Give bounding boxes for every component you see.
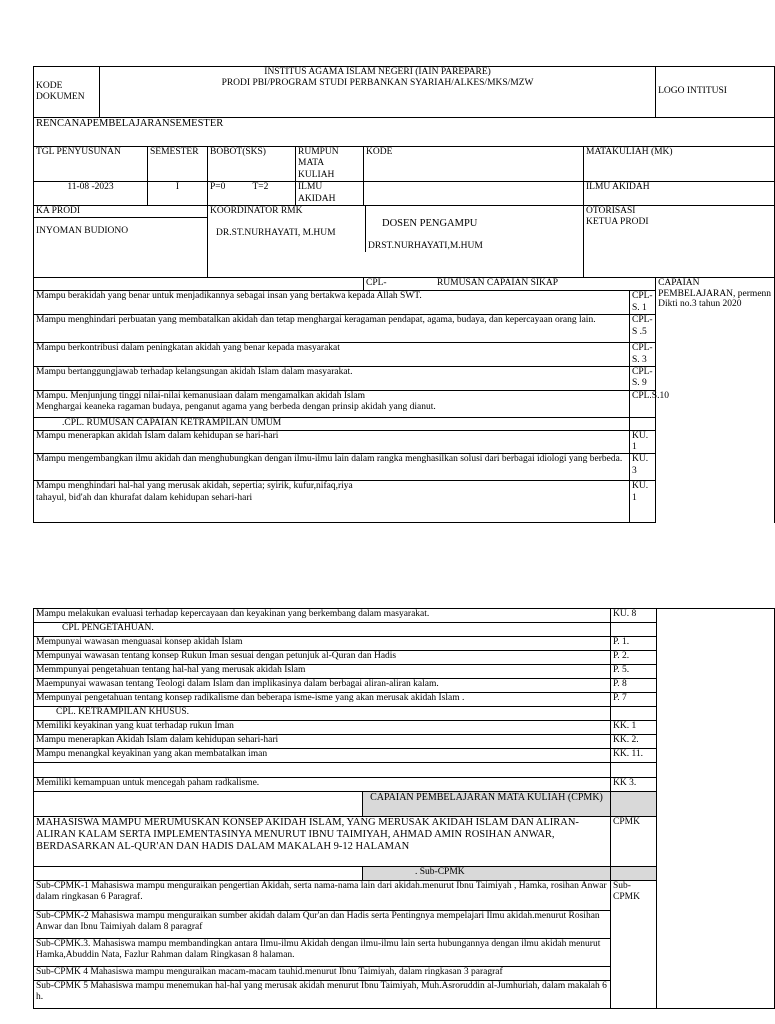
sikap-code: CPL.S.10: [630, 390, 656, 417]
koordinator-name: DR.ST.NURHAYATI, M.HUM: [216, 228, 336, 239]
ku-code: KU. 1: [630, 430, 656, 454]
p-code: P. 7: [611, 693, 657, 707]
ku-code: KU. 8: [611, 609, 657, 623]
kk-text: Memiliki kemampuan untuk mencegah paham radkalisme.: [34, 778, 611, 792]
kk-code: KK. 11.: [611, 749, 657, 763]
kk-text: Mampu menangkal keyakinan yang akan membatalkan iman: [34, 749, 611, 763]
course-labels-row: [34, 147, 775, 182]
ku-title: .CPL. RUMUSAN CAPAIAN KETRAMPILAN UMUM: [34, 417, 630, 430]
ketua-prodi-label: KETUA PRODI: [586, 217, 649, 228]
dosen-block: [366, 206, 583, 252]
p-code: P. 5.: [611, 665, 657, 679]
institution-line-1: INSTITUS AGAMA ISLAM NEGERI (IAIN PAREPARE): [264, 67, 491, 77]
koordinator-cell: [208, 205, 584, 277]
sikap-text: Mampu berakidah yang benar untuk menjadikannya sebagai insan yang bertakwa kepada Allah SWT.: [34, 291, 630, 315]
sikap-header: [364, 278, 630, 291]
rps-title: RENCANAPEMBELAJARANSEMESTER: [34, 118, 775, 147]
p-text: Maempunyai wawasan tentang Teologi dalam Islam dan implikasinya dalam berbagai aliran-aliran kalam.: [34, 679, 611, 693]
subcpmk-text: Sub-CPMK 4 Mahasiswa mampu menguraikan macam-macam tauhid.menurut Ibnu Taimiyah, dalam ringkasan 3 paragraf: [34, 967, 611, 981]
rps-title-row: [34, 118, 775, 147]
document-header-row: [34, 67, 775, 118]
cpmk-title: CAPAIAN PEMBELAJARAN MATA KULIAH (CPMK): [370, 792, 603, 803]
ku-text: Mampu menghindari hal-hal yang merusak akidah, sepertia; syirik, kufur,nifaq,riya tahayul, bid'ah dan khurafat dalam kehidupan sehari-hari: [34, 481, 630, 523]
bobot-p-value: P=0: [210, 182, 226, 193]
sikap-code: CPL-S. 1: [630, 291, 656, 315]
koordinator-label: KOORDINATOR RMK: [210, 205, 303, 216]
ku-code: KU. 3: [630, 454, 656, 481]
ka-prodi-cell: [34, 218, 208, 278]
p-code: P. 8: [611, 679, 657, 693]
matakuliah-label: MATAKULIAH (MK): [584, 147, 775, 182]
bobot-t-value: T=2: [252, 182, 269, 193]
sikap-title: RUMUSAN CAPAIAN SIKAP: [436, 278, 559, 289]
ka-prodi-label: KA PRODI: [34, 205, 208, 217]
rumpun-value: ILMU AKIDAH: [296, 182, 364, 206]
sikap-code: CPL-S. 3: [630, 343, 656, 367]
capaian-side-note: [656, 278, 775, 523]
institution-line-2: PRODI PBI/PROGRAM STUDI PERBANKAN SYARIAH/ALKES/MKS/MZW: [221, 78, 534, 89]
capaian-side-note-text: CAPAIAN PEMBELAJARAN, permenn Dikti no.3 tahun 2020: [658, 278, 772, 310]
rps-table-page1: [33, 66, 775, 523]
sikap-text: Mampu berkontribusi dalam peningkatan akidah yang benar kepada masyarakat: [34, 343, 630, 367]
ku-code: KU. 1: [630, 481, 656, 523]
dosen-name: DRST.NURHAYATI,M.HUM: [368, 240, 483, 251]
bobot-label: BOBOT(SKS): [208, 147, 296, 182]
ka-prodi-name: INYOMAN BUDIONO: [36, 226, 129, 237]
cpmk-row: [34, 817, 775, 867]
p-code: P. 1.: [611, 637, 657, 651]
kode-label: KODE: [364, 147, 584, 182]
cpl-prefix: CPL-: [366, 278, 387, 289]
kk-text: Memiliki keyakinan yang kuat terhadap rukun Iman: [34, 721, 611, 735]
subcpmk-text: Sub-CPMK-2 Mahasiswa mampu menguraikan sumber akidah dalam Qur'an dan Hadis serta Pentingnya mempelajari Ilmu akidah.menurut Rosihan Anwar dan Ibnu Taimiyah dalam 8 paragraf: [34, 911, 611, 939]
sikap-code: CPL-S .5: [630, 315, 656, 343]
otorisasi-labels-row: [34, 205, 775, 217]
otorisasi-cell: [584, 205, 775, 277]
sikap-header-row: [34, 278, 775, 291]
course-values-row: [34, 182, 775, 206]
dosen-label: DOSEN PENGAMPU: [382, 217, 478, 229]
semester-value: I: [148, 182, 208, 206]
p-text: Mempunyai wawasan menguasai konsep akidah Islam: [34, 637, 611, 651]
kode-value: [364, 182, 584, 206]
p-title: CPL PENGETAHUAN.: [34, 623, 611, 637]
subcpmk-row: [34, 881, 775, 911]
sikap-text: Mampu bertanggungjawab terhadap kelangsungan akidah Islam dalam masyarakat.: [34, 366, 630, 390]
p-text: Mempunyai pengetahuan tentang konsep radikalisme dan beberapa isme-isme yang akan merusak akidah Islam .: [34, 693, 611, 707]
p-code: P. 2.: [611, 651, 657, 665]
kk-code: KK. 2.: [611, 735, 657, 749]
cpmk-code: CPMK: [611, 817, 657, 867]
ku-text: Mampu melakukan evaluasi terhadap kepercayaan dan keyakinan yang berkembang dalam masyarakat.: [34, 609, 611, 623]
rps-table-page2: [33, 608, 775, 1009]
subcpmk-title: . Sub-CPMK: [415, 867, 465, 877]
kk-text: Mampu menerapkan Akidah Islam dalam kehidupan sehari-hari: [34, 735, 611, 749]
kk-code: KK. 1: [611, 721, 657, 735]
koordinator-block: [208, 206, 366, 252]
cpmk-text: MAHASISWA MAMPU MERUMUSKAN KONSEP AKIDAH ISLAM, YANG MERUSAK AKIDAH ISLAM DAN ALIRAN-ALIRAN KALAM SERTA IMPLEMENTASINYA MENURUT IBNU TAIMIYAH, AHMAD AMIN ROSIHAN ANWAR, BERDASARKAN AL-QUR'AN DAN HADIS DALAM MAKALAH 9-12 HALAMAN: [34, 817, 611, 867]
semester-label: SEMESTER: [148, 147, 208, 182]
subcpmk-text: Sub-CPMK.3. Mahasiswa mampu membandingkan antara Ilmu-ilmu Akidah dengan ilmu-ilmu lain serta hubungannya dengan ilmu akidah menurut Hamka,Abuddin Nata, Fazlur Rahman dalam Ringkasan 8 halaman.: [34, 939, 611, 967]
bobot-value: [208, 182, 296, 206]
ku-text: Mampu menerapkan akidah Islam dalam kehidupan se hari-hari: [34, 430, 630, 454]
rumpun-label: RUMPUN MATA KULIAH: [296, 147, 364, 182]
p-text: Mempunyai wawasan tentang konsep Rukun Iman sesuai dengan petunjuk al-Quran dan Hadis: [34, 651, 611, 665]
institution-title: [100, 67, 656, 118]
kk-title: CPL. KETRAMPILAN KHUSUS.: [34, 707, 611, 721]
subcpmk-code: Sub-CPMK: [611, 881, 657, 1009]
subcpmk-title-cell: [362, 867, 610, 880]
matakuliah-value: ILMU AKIDAH: [584, 182, 775, 206]
sikap-text: Mampu menghindari perbuatan yang membatalkan akidah dan tetap menghargai keragaman pendapat, agama, budaya, dan kepercayaan orang lain.: [34, 315, 630, 343]
ku-row: [34, 609, 775, 623]
sikap-text: Mampu. Menjunjung tinggi nilai-nilai kemanusiaan dalam mengamalkan akidah Islam Menghargai keaneka ragaman budaya, penganut agama yang berbeda dengan prinsip akidah yang dianut.: [34, 390, 630, 417]
p-text: Memmpunyai pengetahuan tentang hal-hal yang merusak akidah Islam: [34, 665, 611, 679]
logo-label: LOGO INTITUSI: [656, 67, 775, 118]
ku-text: Mampu mengembangkan ilmu akidah dan menghubungkan dengan ilmu-ilmu lain dalam rangka menghasilkan solusi dari berbagai idiologi yang berbeda.: [34, 454, 630, 481]
tgl-penyusunan-value: 11-08 -2023: [34, 182, 148, 206]
sikap-code: CPL-S. 9: [630, 366, 656, 390]
subcpmk-title-row: [34, 867, 775, 881]
subcpmk-text: Sub-CPMK 5 Mahasiswa mampu menemukan hal-hal yang merusak akidah menurut Ibnu Taimiyah, Muh.Asroruddin al-Jumhuriah, dalam makalah 6 h.: [34, 981, 611, 1009]
tgl-penyusunan-label: TGL PENYUSUNAN: [34, 147, 148, 182]
kode-dokumen-label: KODE DOKUMEN: [34, 67, 100, 118]
cpmk-title-cell: [362, 792, 610, 816]
kk-code: KK 3.: [611, 778, 657, 792]
subcpmk-text: Sub-CPMK-1 Mahasiswa mampu menguraikan pengertian Akidah, serta nama-nama lain dari akidah.menurut Ibnu Taimiyah , Hamka, rosihan Anwar dalam ringkasan 6 Paragraf.: [34, 881, 611, 911]
otorisasi-label: OTORISASI: [586, 205, 636, 216]
